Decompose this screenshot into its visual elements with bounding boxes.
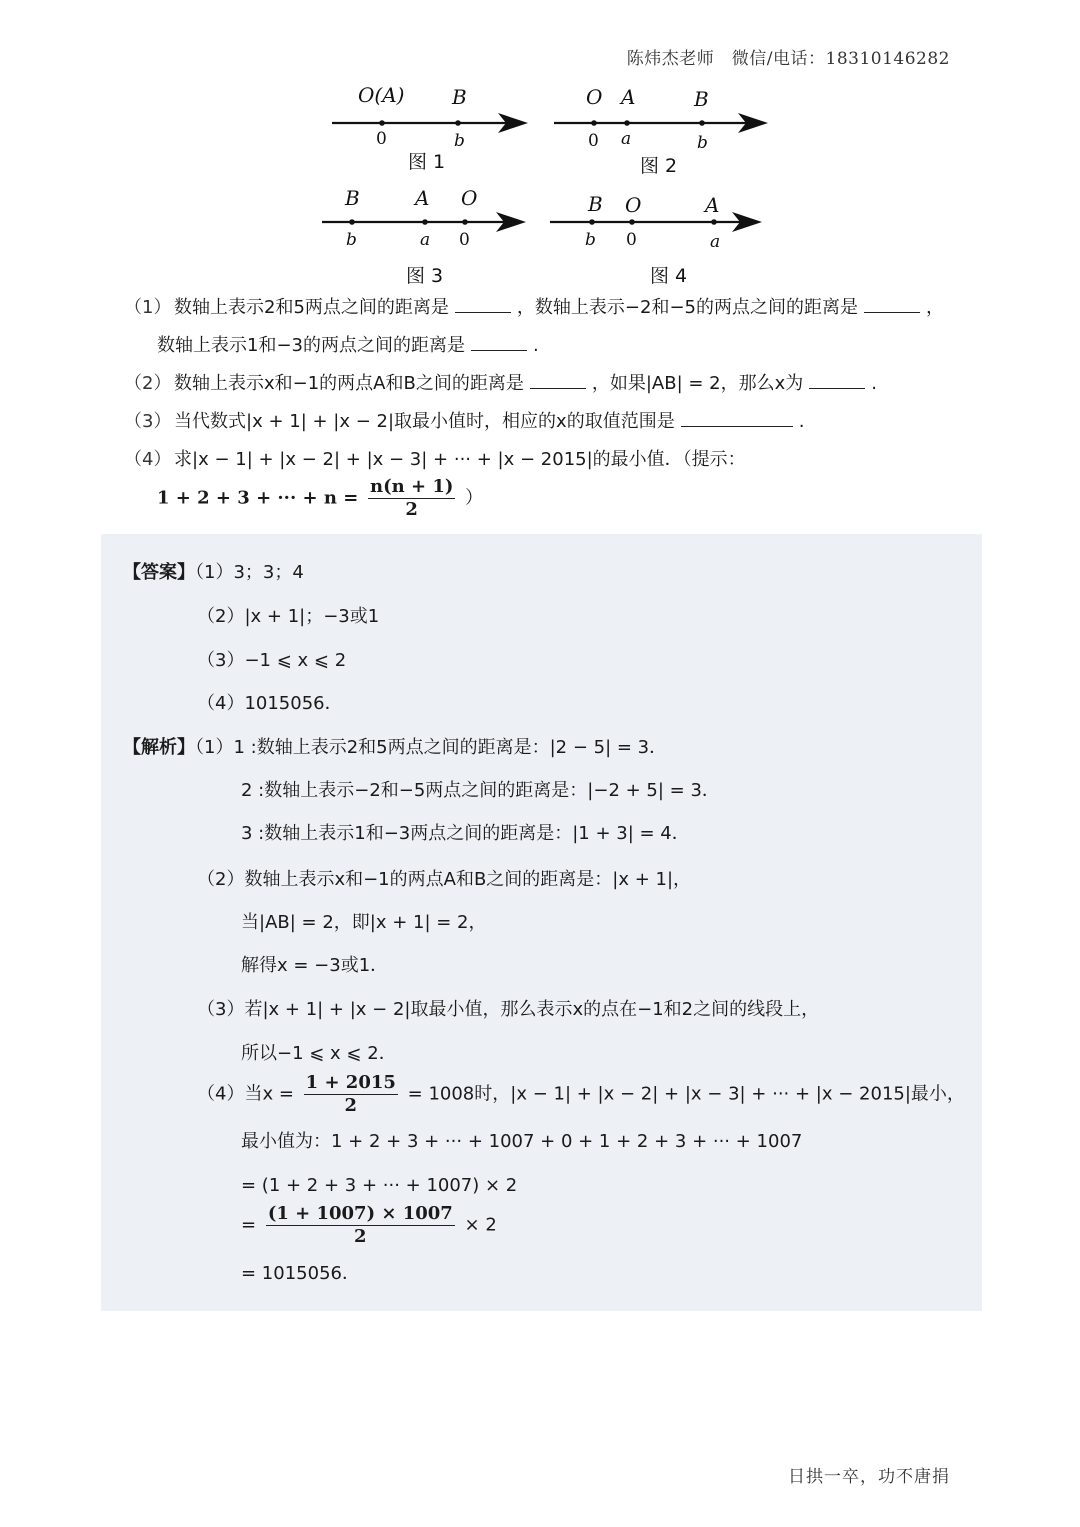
figure-caption: 图 2 xyxy=(640,155,678,177)
point-label: O(A) xyxy=(358,83,405,107)
answer-blank xyxy=(471,334,527,351)
answer-panel xyxy=(101,534,982,1311)
page-footer: 日拱一卒，功不唐捐 xyxy=(788,1467,950,1487)
question-2: （2） 数轴上表示x和−1的两点A和B之间的距离是 ，如果|AB| = 2，那么x为 . xyxy=(124,373,878,394)
analysis-line: 所以−1 ⩽ x ⩽ 2． xyxy=(241,1043,397,1064)
point-label: O xyxy=(586,85,603,109)
answer-blank xyxy=(864,296,920,313)
figure-3 xyxy=(320,184,540,294)
point-label: A xyxy=(705,193,720,217)
question-4: （4） 求|x − 1| + |x − 2| + |x − 3| + ··· + |x − 2015|的最小值．（提示： xyxy=(124,449,746,470)
point-label: O xyxy=(625,193,642,217)
question-4-hint: 1 + 2 + 3 + ··· + n = $\frac{n(n + 1)}{2}$ ） xyxy=(157,476,484,520)
answer-line-2: （2）|x + 1|；−3或1 xyxy=(197,606,380,627)
answer-line-4: （4）1015056． xyxy=(197,693,343,714)
question-number: （4） xyxy=(124,449,172,470)
analysis-fraction: $\frac{(1 + 1007) \times 1007}{2}$ xyxy=(267,1203,453,1247)
answer-line-1: 【答案】（1）3；3；4 xyxy=(123,562,304,583)
answer-blank xyxy=(530,372,586,389)
answer-blank xyxy=(681,410,793,427)
question-3: （3） 当代数式|x + 1| + |x − 2|取最小值时，相应的x的取值范围是 . xyxy=(124,411,805,432)
analysis-line: 解得x = −3或1． xyxy=(241,955,389,976)
analysis-line: 3 :数轴上表示1和−3两点之间的距离是：|1 + 3| = 4． xyxy=(241,823,690,844)
analysis-line-1: 【解析】（1）1 :数轴上表示2和5两点之间的距离是：|2 − 5| = 3． xyxy=(123,737,668,758)
point-label: B xyxy=(452,85,467,109)
page-header: 陈炜杰老师 微信/电话：18310146282 xyxy=(626,49,950,69)
tick-label: b xyxy=(585,230,596,250)
figure-4 xyxy=(548,184,778,294)
question-number: （2） xyxy=(124,373,172,394)
tick-label: a xyxy=(420,230,431,250)
figure-2 xyxy=(552,80,782,180)
tick-label: 0 xyxy=(459,230,470,250)
figure-caption: 图 1 xyxy=(408,151,446,173)
point-label: A xyxy=(621,85,636,109)
tick-label: b xyxy=(454,131,465,151)
tick-label: 0 xyxy=(376,129,387,149)
point-label: B xyxy=(588,192,603,216)
point-label: B xyxy=(694,87,709,111)
question-number: （3） xyxy=(124,411,172,432)
answer-blank xyxy=(455,296,511,313)
analysis-tag: 【解析】 xyxy=(123,737,195,758)
analysis-line: = $\frac{(1 + 1007) \times 1007}{2}$ × 2 xyxy=(241,1203,497,1247)
question-number: （1） xyxy=(124,297,172,318)
analysis-line: 最小值为：1 + 2 + 3 + ··· + 1007 + 0 + 1 + 2 + 3 + ··· + 1007 xyxy=(241,1131,803,1152)
answer-tag: 【答案】 xyxy=(123,562,195,583)
analysis-fraction: $\frac{1 + 2015}{2}$ xyxy=(305,1072,396,1116)
tick-label: 0 xyxy=(588,131,599,151)
analysis-line: = 1015056． xyxy=(241,1263,360,1284)
figure-1 xyxy=(330,80,540,180)
tick-label: b xyxy=(697,133,708,153)
answer-blank xyxy=(809,372,865,389)
question-1-line-1: （1） 数轴上表示2和5两点之间的距离是 ，数轴上表示−2和−5的两点之间的距离是 ， xyxy=(124,297,944,318)
point-label: A xyxy=(415,186,430,210)
analysis-line: 当|AB| = 2，即|x + 1| = 2， xyxy=(241,912,487,933)
point-label: B xyxy=(345,186,360,210)
tick-label: b xyxy=(346,230,357,250)
figure-caption: 图 4 xyxy=(650,265,688,287)
tick-label: a xyxy=(621,129,632,149)
analysis-line: 2 :数轴上表示−2和−5两点之间的距离是：|−2 + 5| = 3． xyxy=(241,780,720,801)
question-1-line-2: 数轴上表示1和−3的两点之间的距离是 . xyxy=(157,335,539,356)
tick-label: 0 xyxy=(626,230,637,250)
tick-label: a xyxy=(710,232,721,252)
analysis-line: （3）若|x + 1| + |x − 2|取最小值，那么表示x的点在−1和2之间的线段上， xyxy=(197,999,820,1020)
point-label: O xyxy=(461,186,478,210)
analysis-line: （2）数轴上表示x和−1的两点A和B之间的距离是：|x + 1|， xyxy=(197,869,692,890)
analysis-line: = (1 + 2 + 3 + ··· + 1007) × 2 xyxy=(241,1175,518,1196)
answer-line-3: （3）−1 ⩽ x ⩽ 2 xyxy=(197,650,347,671)
figure-caption: 图 3 xyxy=(406,265,444,287)
hint-fraction: $\frac{n(n + 1)}{2}$ xyxy=(370,476,454,520)
analysis-line-4: （4）当x = $\frac{1 + 2015}{2}$ = 1008时，|x − 1| + |x − 2| + |x − 3| + ··· + |x − 2015|最小， xyxy=(197,1072,965,1116)
